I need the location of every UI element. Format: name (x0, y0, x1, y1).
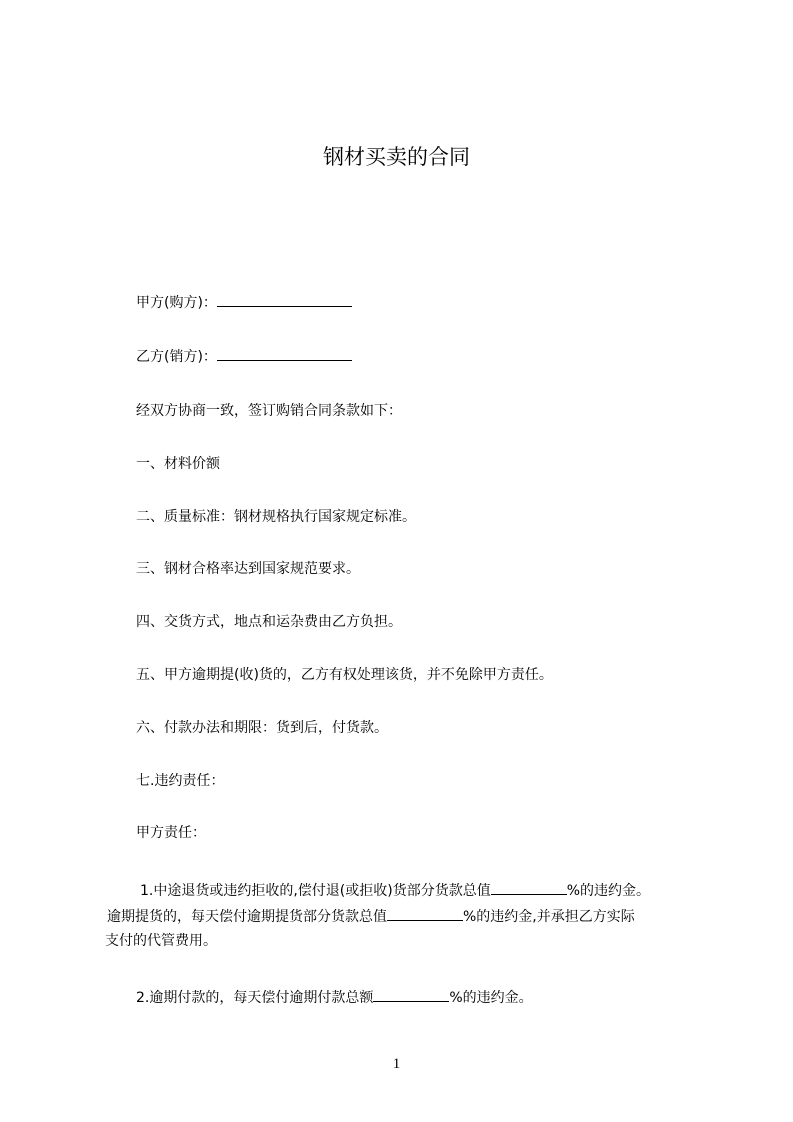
clause: 二、质量标准：钢材规格执行国家规定标准。 (136, 509, 416, 525)
clause: 五、甲方逾期提(收)货的，乙方有权处理该货，并不免除甲方责任。 (136, 667, 553, 683)
rate-blank (387, 906, 463, 921)
party-a-label: 甲方(购方)： (136, 295, 217, 311)
party-a-line (136, 292, 352, 312)
clause: 四、交货方式，地点和运杂费由乙方负担。 (136, 614, 402, 630)
clause: 一、材料价额 (136, 456, 220, 472)
item1-suffix: %的违约金,并承担乙方实际 (463, 909, 635, 925)
item2-text: 2.逾期付款的，每天偿付逾期付款总额 (136, 990, 374, 1006)
clause: 甲方责任： (136, 825, 206, 841)
party-a-blank (217, 292, 352, 307)
item1-suffix: %的违约金。 (566, 883, 651, 899)
rate-blank (491, 880, 567, 895)
page-number: 1 (392, 1056, 401, 1072)
clause: 三、钢材合格率达到国家规范要求。 (136, 561, 360, 577)
party-b-label: 乙方(销方)： (136, 349, 217, 365)
item1-text: 1.中途退货或违约拒收的,偿付退(或拒收)货部分货款总值 (140, 883, 491, 899)
clause: 六、付款办法和期限：货到后，付货款。 (136, 720, 388, 736)
item1-text: 逾期提货的，每天偿付逾期提货部分货款总值 (107, 909, 387, 925)
item2-suffix: %的违约金。 (449, 990, 533, 1006)
clause: 七.违约责任： (136, 773, 225, 789)
item1-line3: 支付的代管费用。 (105, 933, 217, 949)
item1-line1 (140, 880, 650, 900)
intro-text: 经双方协商一致，签订购销合同条款如下： (136, 403, 402, 419)
document-title: 钢材买卖的合同 (323, 145, 470, 169)
party-b-line (136, 346, 352, 366)
rate-blank (373, 987, 449, 1002)
item2-line (136, 987, 533, 1007)
item1-line2 (107, 906, 635, 926)
party-b-blank (217, 346, 352, 361)
